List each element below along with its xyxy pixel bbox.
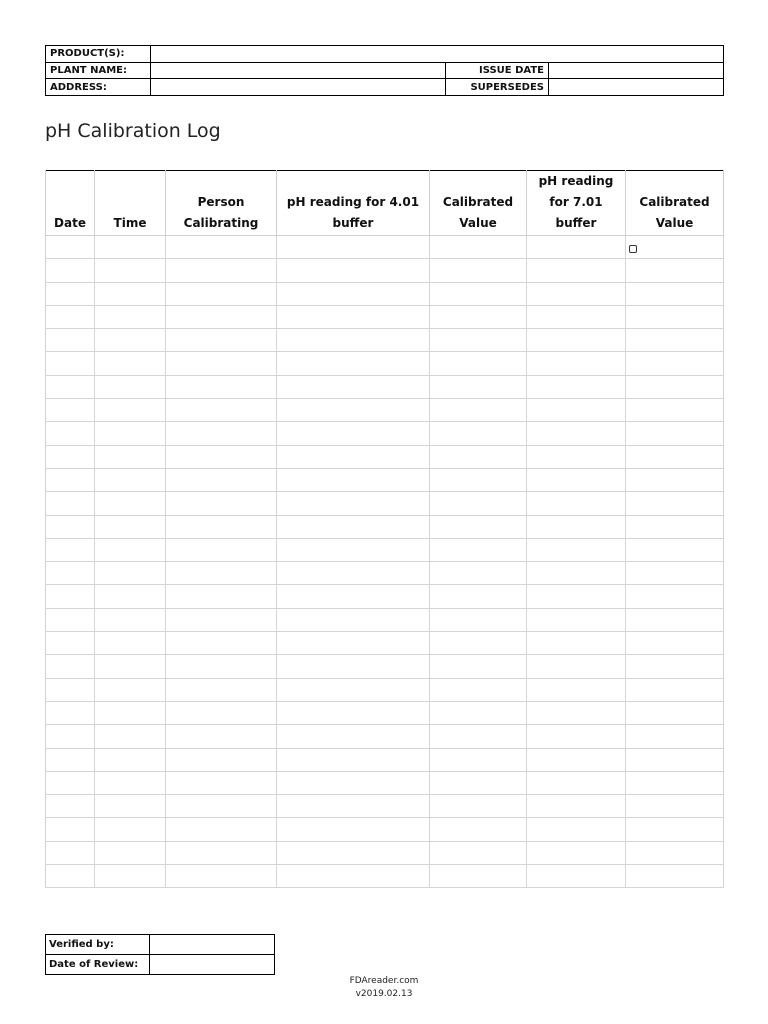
- cell-person-calibrating[interactable]: [166, 725, 277, 748]
- cell-ph-reading-7-01[interactable]: [527, 771, 626, 794]
- cell-date[interactable]: [46, 282, 95, 305]
- cell-calibrated-value-2[interactable]: [626, 771, 724, 794]
- cell-date[interactable]: [46, 841, 95, 864]
- cell-date[interactable]: [46, 515, 95, 538]
- date-of-review-field[interactable]: [150, 955, 275, 975]
- cell-person-calibrating[interactable]: [166, 748, 277, 771]
- cell-calibrated-value-2[interactable]: [626, 818, 724, 841]
- cell-ph-reading-7-01[interactable]: [527, 795, 626, 818]
- table-row: [46, 329, 724, 352]
- table-row: [46, 445, 724, 468]
- issue-date-field[interactable]: [549, 62, 724, 79]
- cell-ph-reading-4-01[interactable]: [277, 701, 430, 724]
- cell-ph-reading-4-01[interactable]: [277, 375, 430, 398]
- cell-person-calibrating[interactable]: [166, 841, 277, 864]
- cell-ph-reading-7-01[interactable]: [527, 445, 626, 468]
- cell-ph-reading-7-01[interactable]: [527, 422, 626, 445]
- cell-calibrated-value-1[interactable]: [430, 795, 527, 818]
- issue-date-label: ISSUE DATE: [446, 62, 549, 79]
- cell-calibrated-value-2[interactable]: [626, 841, 724, 864]
- column-header-date: Date: [46, 171, 95, 236]
- cell-calibrated-value-1[interactable]: [430, 818, 527, 841]
- cell-time[interactable]: [95, 771, 166, 794]
- cell-time[interactable]: [95, 632, 166, 655]
- cell-date[interactable]: [46, 701, 95, 724]
- cell-ph-reading-4-01[interactable]: [277, 771, 430, 794]
- cell-person-calibrating[interactable]: [166, 236, 277, 259]
- plant-name-row: [46, 62, 724, 79]
- cell-calibrated-value-1[interactable]: [430, 655, 527, 678]
- cell-person-calibrating[interactable]: [166, 585, 277, 608]
- cell-ph-reading-4-01[interactable]: [277, 678, 430, 701]
- cell-time[interactable]: [95, 282, 166, 305]
- cell-ph-reading-7-01[interactable]: [527, 538, 626, 561]
- cell-date[interactable]: [46, 468, 95, 491]
- verified-by-field[interactable]: [150, 935, 275, 955]
- cell-time[interactable]: [95, 236, 166, 259]
- cell-time[interactable]: [95, 678, 166, 701]
- cell-ph-reading-7-01[interactable]: [527, 748, 626, 771]
- cell-calibrated-value-1[interactable]: [430, 259, 527, 282]
- cell-ph-reading-7-01[interactable]: [527, 725, 626, 748]
- cell-ph-reading-7-01[interactable]: [527, 608, 626, 631]
- cell-date[interactable]: [46, 236, 95, 259]
- cell-calibrated-value-1[interactable]: [430, 841, 527, 864]
- cell-ph-reading-7-01[interactable]: [527, 468, 626, 491]
- cell-person-calibrating[interactable]: [166, 771, 277, 794]
- cell-calibrated-value-2[interactable]: [626, 445, 724, 468]
- cell-calibrated-value-2[interactable]: [626, 375, 724, 398]
- cell-person-calibrating[interactable]: [166, 538, 277, 561]
- cell-calibrated-value-2[interactable]: [626, 236, 724, 259]
- cell-calibrated-value-2[interactable]: [626, 725, 724, 748]
- cell-ph-reading-4-01[interactable]: [277, 305, 430, 328]
- cell-date[interactable]: [46, 259, 95, 282]
- date-of-review-row: [46, 955, 275, 975]
- table-row: [46, 282, 724, 305]
- cell-ph-reading-7-01[interactable]: [527, 678, 626, 701]
- cell-ph-reading-7-01[interactable]: [527, 305, 626, 328]
- cell-person-calibrating[interactable]: [166, 492, 277, 515]
- cell-calibrated-value-2[interactable]: [626, 352, 724, 375]
- calibration-log-table: [45, 170, 724, 888]
- table-row: [46, 352, 724, 375]
- cell-ph-reading-4-01[interactable]: [277, 725, 430, 748]
- table-row: [46, 375, 724, 398]
- verification-table: [45, 934, 275, 975]
- cell-person-calibrating[interactable]: [166, 352, 277, 375]
- cell-calibrated-value-1[interactable]: [430, 375, 527, 398]
- address-row: [46, 79, 724, 96]
- cell-calibrated-value-1[interactable]: [430, 282, 527, 305]
- cell-ph-reading-4-01[interactable]: [277, 236, 430, 259]
- cell-ph-reading-4-01[interactable]: [277, 655, 430, 678]
- cell-ph-reading-4-01[interactable]: [277, 562, 430, 585]
- cell-time[interactable]: [95, 818, 166, 841]
- cell-person-calibrating[interactable]: [166, 422, 277, 445]
- table-row: [46, 515, 724, 538]
- cell-ph-reading-7-01[interactable]: [527, 515, 626, 538]
- cell-time[interactable]: [95, 305, 166, 328]
- cell-time[interactable]: [95, 329, 166, 352]
- cell-person-calibrating[interactable]: [166, 608, 277, 631]
- cell-person-calibrating[interactable]: [166, 795, 277, 818]
- cell-date[interactable]: [46, 399, 95, 422]
- cell-date[interactable]: [46, 538, 95, 561]
- cell-time[interactable]: [95, 841, 166, 864]
- cell-ph-reading-4-01[interactable]: [277, 538, 430, 561]
- checkbox[interactable]: [629, 245, 637, 253]
- cell-ph-reading-4-01[interactable]: [277, 632, 430, 655]
- cell-time[interactable]: [95, 445, 166, 468]
- cell-date[interactable]: [46, 352, 95, 375]
- cell-person-calibrating[interactable]: [166, 375, 277, 398]
- column-header-time: Time: [95, 171, 166, 236]
- cell-ph-reading-7-01[interactable]: [527, 841, 626, 864]
- cell-person-calibrating[interactable]: [166, 632, 277, 655]
- cell-person-calibrating[interactable]: [166, 818, 277, 841]
- cell-time[interactable]: [95, 515, 166, 538]
- table-row: [46, 492, 724, 515]
- cell-calibrated-value-2[interactable]: [626, 585, 724, 608]
- cell-date[interactable]: [46, 445, 95, 468]
- cell-date[interactable]: [46, 818, 95, 841]
- cell-calibrated-value-1[interactable]: [430, 515, 527, 538]
- cell-ph-reading-4-01[interactable]: [277, 445, 430, 468]
- cell-calibrated-value-2[interactable]: [626, 795, 724, 818]
- cell-ph-reading-4-01[interactable]: [277, 282, 430, 305]
- cell-calibrated-value-2[interactable]: [626, 515, 724, 538]
- cell-time[interactable]: [95, 399, 166, 422]
- cell-time[interactable]: [95, 608, 166, 631]
- address-label: ADDRESS:: [46, 79, 151, 96]
- cell-person-calibrating[interactable]: [166, 865, 277, 888]
- cell-person-calibrating[interactable]: [166, 399, 277, 422]
- cell-ph-reading-7-01[interactable]: [527, 865, 626, 888]
- cell-ph-reading-4-01[interactable]: [277, 585, 430, 608]
- cell-date[interactable]: [46, 492, 95, 515]
- cell-calibrated-value-2[interactable]: [626, 305, 724, 328]
- plant-name-field[interactable]: [151, 62, 446, 79]
- table-row: [46, 399, 724, 422]
- cell-calibrated-value-2[interactable]: [626, 632, 724, 655]
- table-row: [46, 632, 724, 655]
- cell-person-calibrating[interactable]: [166, 468, 277, 491]
- table-row: [46, 236, 724, 259]
- verified-by-label: Verified by:: [46, 935, 150, 955]
- cell-ph-reading-4-01[interactable]: [277, 399, 430, 422]
- cell-calibrated-value-1[interactable]: [430, 632, 527, 655]
- table-row: [46, 655, 724, 678]
- cell-ph-reading-7-01[interactable]: [527, 585, 626, 608]
- footer-version: v2019.02.13: [355, 989, 413, 999]
- cell-calibrated-value-1[interactable]: [430, 538, 527, 561]
- cell-ph-reading-7-01[interactable]: [527, 818, 626, 841]
- cell-time[interactable]: [95, 748, 166, 771]
- address-field[interactable]: [151, 79, 446, 96]
- cell-date[interactable]: [46, 655, 95, 678]
- cell-calibrated-value-2[interactable]: [626, 562, 724, 585]
- cell-person-calibrating[interactable]: [166, 259, 277, 282]
- cell-person-calibrating[interactable]: [166, 655, 277, 678]
- cell-calibrated-value-2[interactable]: [626, 282, 724, 305]
- cell-time[interactable]: [95, 795, 166, 818]
- column-header-ph-reading-7-01: pH reading for 7.01 buffer: [527, 171, 626, 236]
- column-header-ph-reading-4-01: pH reading for 4.01 buffer: [277, 171, 430, 236]
- cell-calibrated-value-1[interactable]: [430, 701, 527, 724]
- cell-ph-reading-4-01[interactable]: [277, 841, 430, 864]
- table-row: [46, 818, 724, 841]
- cell-calibrated-value-1[interactable]: [430, 771, 527, 794]
- cell-calibrated-value-1[interactable]: [430, 678, 527, 701]
- cell-ph-reading-7-01[interactable]: [527, 282, 626, 305]
- table-row: [46, 865, 724, 888]
- log-header-row: [46, 171, 724, 236]
- cell-calibrated-value-2[interactable]: [626, 608, 724, 631]
- cell-time[interactable]: [95, 562, 166, 585]
- cell-calibrated-value-1[interactable]: [430, 725, 527, 748]
- cell-ph-reading-7-01[interactable]: [527, 655, 626, 678]
- column-header-calibrated-value-1: Calibrated Value: [430, 171, 527, 236]
- header-info-table: [45, 45, 724, 96]
- product-row: [46, 46, 724, 63]
- cell-time[interactable]: [95, 468, 166, 491]
- cell-time[interactable]: [95, 375, 166, 398]
- cell-date[interactable]: [46, 329, 95, 352]
- cell-ph-reading-4-01[interactable]: [277, 492, 430, 515]
- cell-ph-reading-4-01[interactable]: [277, 818, 430, 841]
- cell-calibrated-value-2[interactable]: [626, 468, 724, 491]
- cell-calibrated-value-1[interactable]: [430, 468, 527, 491]
- cell-calibrated-value-1[interactable]: [430, 399, 527, 422]
- cell-time[interactable]: [95, 725, 166, 748]
- cell-ph-reading-4-01[interactable]: [277, 422, 430, 445]
- cell-date[interactable]: [46, 795, 95, 818]
- cell-ph-reading-7-01[interactable]: [527, 562, 626, 585]
- table-row: [46, 305, 724, 328]
- cell-ph-reading-7-01[interactable]: [527, 492, 626, 515]
- cell-calibrated-value-1[interactable]: [430, 865, 527, 888]
- page-title: pH Calibration Log: [45, 120, 221, 142]
- cell-person-calibrating[interactable]: [166, 305, 277, 328]
- cell-person-calibrating[interactable]: [166, 515, 277, 538]
- table-row: [46, 585, 724, 608]
- cell-date[interactable]: [46, 865, 95, 888]
- cell-ph-reading-7-01[interactable]: [527, 259, 626, 282]
- cell-date[interactable]: [46, 748, 95, 771]
- table-row: [46, 538, 724, 561]
- cell-calibrated-value-1[interactable]: [430, 748, 527, 771]
- cell-calibrated-value-2[interactable]: [626, 259, 724, 282]
- verified-by-row: [46, 935, 275, 955]
- cell-ph-reading-7-01[interactable]: [527, 632, 626, 655]
- log-body: [46, 236, 724, 888]
- cell-date[interactable]: [46, 375, 95, 398]
- cell-time[interactable]: [95, 585, 166, 608]
- cell-calibrated-value-1[interactable]: [430, 236, 527, 259]
- cell-calibrated-value-1[interactable]: [430, 422, 527, 445]
- cell-calibrated-value-2[interactable]: [626, 399, 724, 422]
- cell-ph-reading-4-01[interactable]: [277, 259, 430, 282]
- cell-person-calibrating[interactable]: [166, 282, 277, 305]
- cell-calibrated-value-2[interactable]: [626, 678, 724, 701]
- cell-calibrated-value-2[interactable]: [626, 538, 724, 561]
- cell-ph-reading-7-01[interactable]: [527, 375, 626, 398]
- cell-ph-reading-7-01[interactable]: [527, 352, 626, 375]
- table-row: [46, 422, 724, 445]
- date-of-review-label: Date of Review:: [46, 955, 150, 975]
- cell-date[interactable]: [46, 562, 95, 585]
- cell-date[interactable]: [46, 305, 95, 328]
- cell-date[interactable]: [46, 632, 95, 655]
- supersedes-label: SUPERSEDES: [446, 79, 549, 96]
- table-row: [46, 841, 724, 864]
- table-row: [46, 701, 724, 724]
- product-field[interactable]: [151, 46, 724, 63]
- cell-calibrated-value-2[interactable]: [626, 655, 724, 678]
- cell-calibrated-value-1[interactable]: [430, 445, 527, 468]
- table-row: [46, 608, 724, 631]
- cell-ph-reading-4-01[interactable]: [277, 865, 430, 888]
- cell-person-calibrating[interactable]: [166, 329, 277, 352]
- product-label: PRODUCT(S):: [46, 46, 151, 63]
- cell-ph-reading-7-01[interactable]: [527, 399, 626, 422]
- cell-date[interactable]: [46, 725, 95, 748]
- cell-calibrated-value-1[interactable]: [430, 608, 527, 631]
- table-row: [46, 259, 724, 282]
- cell-calibrated-value-1[interactable]: [430, 329, 527, 352]
- table-row: [46, 678, 724, 701]
- cell-date[interactable]: [46, 678, 95, 701]
- cell-ph-reading-4-01[interactable]: [277, 748, 430, 771]
- table-row: [46, 771, 724, 794]
- cell-person-calibrating[interactable]: [166, 701, 277, 724]
- cell-ph-reading-4-01[interactable]: [277, 795, 430, 818]
- cell-ph-reading-7-01[interactable]: [527, 236, 626, 259]
- table-row: [46, 562, 724, 585]
- cell-date[interactable]: [46, 585, 95, 608]
- cell-calibrated-value-2[interactable]: [626, 865, 724, 888]
- cell-calibrated-value-2[interactable]: [626, 748, 724, 771]
- cell-time[interactable]: [95, 492, 166, 515]
- cell-ph-reading-4-01[interactable]: [277, 608, 430, 631]
- table-row: [46, 725, 724, 748]
- table-row: [46, 795, 724, 818]
- cell-date[interactable]: [46, 771, 95, 794]
- cell-calibrated-value-1[interactable]: [430, 305, 527, 328]
- cell-time[interactable]: [95, 422, 166, 445]
- cell-date[interactable]: [46, 422, 95, 445]
- cell-calibrated-value-1[interactable]: [430, 562, 527, 585]
- cell-calibrated-value-2[interactable]: [626, 422, 724, 445]
- cell-calibrated-value-2[interactable]: [626, 701, 724, 724]
- table-row: [46, 748, 724, 771]
- cell-person-calibrating[interactable]: [166, 678, 277, 701]
- cell-ph-reading-7-01[interactable]: [527, 329, 626, 352]
- cell-time[interactable]: [95, 701, 166, 724]
- column-header-calibrated-value-2: Calibrated Value: [626, 171, 724, 236]
- cell-ph-reading-4-01[interactable]: [277, 468, 430, 491]
- column-header-person-calibrating: Person Calibrating: [166, 171, 277, 236]
- cell-time[interactable]: [95, 865, 166, 888]
- cell-ph-reading-7-01[interactable]: [527, 701, 626, 724]
- cell-calibrated-value-1[interactable]: [430, 492, 527, 515]
- supersedes-field[interactable]: [549, 79, 724, 96]
- cell-ph-reading-4-01[interactable]: [277, 352, 430, 375]
- cell-calibrated-value-1[interactable]: [430, 352, 527, 375]
- cell-date[interactable]: [46, 608, 95, 631]
- cell-person-calibrating[interactable]: [166, 445, 277, 468]
- cell-time[interactable]: [95, 655, 166, 678]
- cell-time[interactable]: [95, 352, 166, 375]
- cell-time[interactable]: [95, 259, 166, 282]
- cell-ph-reading-4-01[interactable]: [277, 515, 430, 538]
- cell-ph-reading-4-01[interactable]: [277, 329, 430, 352]
- cell-calibrated-value-1[interactable]: [430, 585, 527, 608]
- cell-person-calibrating[interactable]: [166, 562, 277, 585]
- cell-calibrated-value-2[interactable]: [626, 492, 724, 515]
- table-row: [46, 468, 724, 491]
- cell-calibrated-value-2[interactable]: [626, 329, 724, 352]
- plant-name-label: PLANT NAME:: [46, 62, 151, 79]
- cell-time[interactable]: [95, 538, 166, 561]
- footer-site: FDAreader.com: [349, 976, 419, 986]
